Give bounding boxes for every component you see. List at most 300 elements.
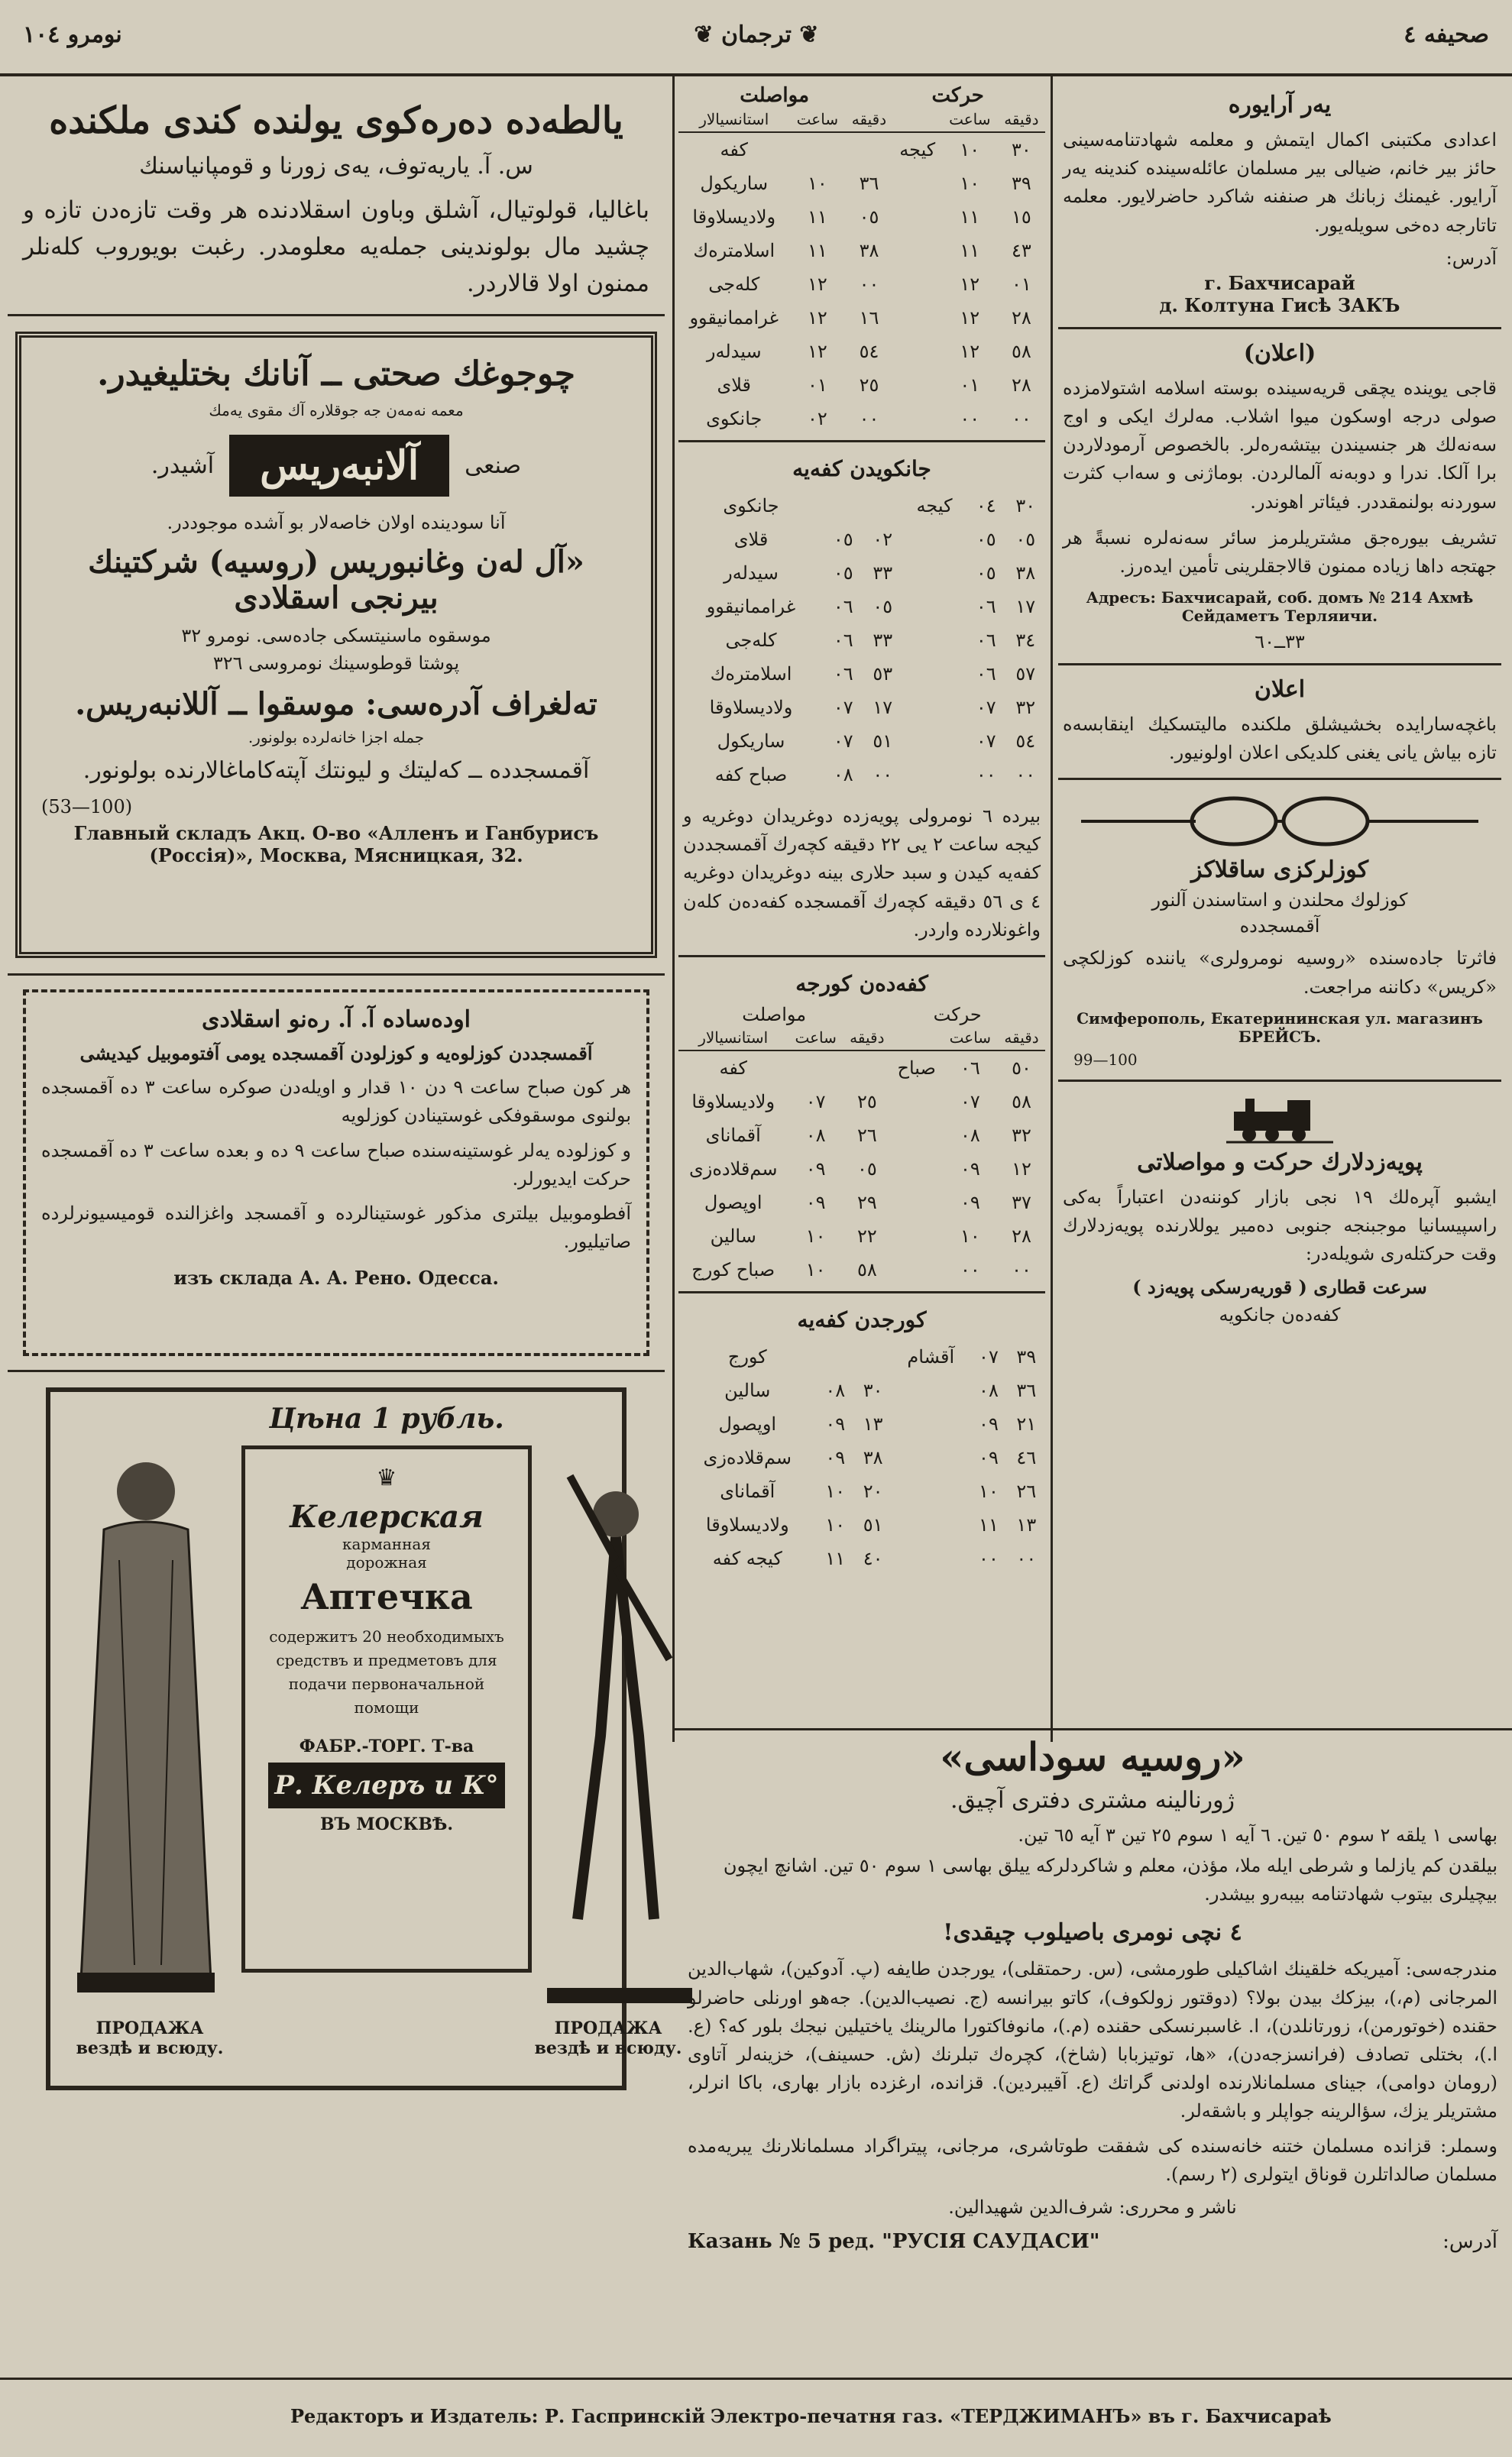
station-cell: كفه: [719, 1057, 747, 1079]
timetable-3: [678, 1025, 1045, 1287]
ad2-company: «آل لەن وغانبوريس (روسيه) شركتينك بيرنجى اسقلادى: [88, 544, 584, 617]
ilan1-text2: تشريف بيورەجق مشتريلرمز سائر سەنەلره نسبةً هر جهتجه داها زياده ممنون قالاجقلرينى تأمين ايدەرز.: [1063, 526, 1497, 577]
time-cell: ٠٦: [960, 1057, 980, 1079]
divider: [678, 955, 1045, 957]
time-cell: ١٠: [825, 1480, 846, 1502]
time-cell: ١٠: [960, 173, 980, 194]
time-cell: [902, 691, 966, 724]
time-cell: [902, 657, 966, 691]
time-cell: ٠٧: [960, 1090, 980, 1112]
ad4-desc: содержитъ 20 необходимыхъ средствъ и предметовъ для подачи первоначальной помощи: [269, 1627, 504, 1717]
time-cell: ٥٧: [1015, 663, 1036, 685]
time-cell: ٣٣: [873, 630, 893, 651]
time-cell: [863, 489, 903, 523]
time-cell: ٥٨: [1012, 1090, 1031, 1112]
train-sub: سرعت قطارى ( قوريەرسكى پويەزد ): [1132, 1276, 1427, 1299]
header-rule: [0, 73, 1512, 76]
rs-price2: بيلقدن كم يازلما و شرطى ايله ملا، مؤذن، معلم و شاكردلركه ييلق بهاسى ١ سوم ٥٠ تين. اشانچ ايچون بيچيلرى بيتوب شهادتنامه بيبەرو بيشدر.: [723, 1855, 1497, 1905]
glasses-code: 99—100: [1073, 1050, 1138, 1069]
time-cell: [902, 623, 966, 657]
time-cell: ٠٠: [1011, 408, 1031, 429]
timetable-3-title: كفەدەن كورجه: [795, 970, 928, 996]
right-column: [1058, 84, 1501, 1326]
divider: [678, 440, 1045, 442]
timetable-2: [678, 489, 1045, 791]
time-cell: ٥٨: [1011, 341, 1031, 362]
time-cell: ١٠: [805, 1258, 826, 1280]
time-cell: ٠٠: [859, 408, 879, 429]
ad1-owner: س. آ. ياريەتوف، يەى زورنا و قومپانياسنك: [139, 153, 533, 180]
time-cell: ٠٠: [1012, 1258, 1031, 1280]
time-cell: ٢٨: [1012, 1225, 1031, 1247]
time-cell: ٠٥: [873, 596, 893, 617]
table-row: [678, 200, 1045, 234]
time-cell: ٠٥: [856, 1157, 877, 1180]
station-cell: ولاديسلاوقا: [709, 697, 793, 718]
table-row: [678, 489, 1045, 523]
time-cell: [789, 132, 845, 167]
time-cell: [892, 1475, 970, 1508]
time-cell: [902, 556, 966, 590]
time-cell: ٣٨: [863, 1446, 883, 1468]
wanted-address-ru-1: г. Бахчисарай: [1204, 271, 1355, 294]
table-row: [678, 691, 1045, 724]
glasses-text: فاثرتا جادەسنده «روسيه نومرولرى» يانندە كوزلكچى «كريس» دكاننه مراجعت.: [1063, 947, 1497, 998]
time-cell: [854, 1340, 892, 1374]
divider: [8, 314, 665, 316]
time-cell: [892, 1441, 970, 1475]
time-cell: ٠٦: [976, 663, 996, 685]
time-cell: ٠٥: [859, 206, 879, 228]
col-minute: دقيقه: [843, 1025, 891, 1050]
time-cell: [891, 1085, 943, 1118]
time-cell: [843, 1050, 891, 1085]
time-cell: ٠٩: [825, 1446, 846, 1468]
time-cell: ١٠: [805, 1225, 826, 1247]
wanted-title: يەر آرايورە: [1228, 92, 1332, 118]
station-cell: صباح كفه: [714, 764, 788, 785]
time-cell: ٠١: [1011, 274, 1031, 295]
table-row: [678, 1407, 1045, 1441]
left-column: [8, 84, 682, 2106]
time-cell: ٠٥: [833, 529, 853, 550]
station-cell: سالين: [710, 1225, 756, 1247]
footer-printer: Электро-печатня газ. «ТЕРДЖИМАНЪ» въ г. Бахчисараѣ: [711, 2405, 1332, 2427]
station-cell: قلاى: [717, 374, 752, 396]
pharmacy-box: [241, 1445, 532, 1973]
time-cell: ٠٠: [976, 764, 996, 785]
station-cell: جانكوى: [723, 495, 779, 516]
ornament-left-icon: ❦: [791, 21, 819, 48]
time-cell: كيجه: [916, 495, 953, 516]
ad4-maker3: ВЪ МОСКВѢ.: [320, 1814, 453, 1835]
rs-address-label: آدرس:: [1442, 2229, 1497, 2253]
time-cell: ٢٥: [856, 1090, 877, 1112]
rs-title: «روسيه سوداسى»: [940, 1734, 1245, 1779]
station-cell: ولاديسلاوقا: [691, 1090, 775, 1112]
time-cell: ٠٩: [979, 1446, 999, 1468]
time-cell: كيجه: [899, 139, 936, 160]
time-cell: ٥٨: [856, 1258, 877, 1280]
ad2-addr2: پوشتا قوطوسينك نومروسى ٣٢٦: [212, 652, 460, 675]
time-cell: [817, 1340, 854, 1374]
time-cell: ٣٩: [1011, 173, 1031, 194]
table-row: [678, 590, 1045, 623]
time-cell: ١٣: [863, 1413, 883, 1435]
time-cell: ١٥: [1011, 206, 1031, 228]
time-cell: ١١: [979, 1513, 999, 1536]
column-rule-right: [1051, 76, 1053, 1742]
time-cell: ٠٠: [979, 1547, 999, 1569]
col-hour: ساعت: [788, 1025, 843, 1050]
col-note: [891, 1025, 943, 1050]
ilan1-address: Адресъ: Бахчисарай, соб. домъ № 214 Ахмѣ Сейдаметъ Терляичи.: [1086, 588, 1474, 626]
table-row: [678, 1508, 1045, 1542]
table-row: [678, 167, 1045, 200]
time-cell: ٣٦: [1016, 1379, 1037, 1401]
station-cell: صباح كورج: [691, 1258, 775, 1280]
time-cell: [892, 1508, 970, 1542]
ad2-brand-row: [41, 435, 631, 497]
divider: [1058, 663, 1501, 665]
ad4-brand3: дорожная: [346, 1553, 427, 1572]
station-cell: اوپصول: [718, 1413, 777, 1435]
time-cell: ٥٠: [1012, 1057, 1031, 1079]
time-cell: ١١: [825, 1547, 846, 1569]
paper-name: [626, 21, 886, 75]
col-minute: دقيقه: [998, 1025, 1045, 1050]
time-cell: ٤٠: [863, 1547, 883, 1569]
station-cell: كلەجى: [725, 630, 777, 651]
time-cell: ٣٤: [1015, 630, 1036, 651]
table-row: [678, 301, 1045, 335]
rs-contents: مندرجەسى: آميريكه خلقينك اشاكيلى طورمشى، (س. رحمتقلى)، يورجدن طايفه (پ. آدوكين)، شهاب‌الدين المرجانى (م،)، بيزكك بيدن بولا؟ (دوقتور زولكوف)، كاتو بيرانسه (ج. نصيب‌الدين). جەهو اورنلى حاضرلو حقنده (خوتورمن)، زورتانلدن)، ا. غاسبرنسكى حقنده (م.)، مانوفاكتورا مالرينك ياختيلين نيجك بلور كه؟ (ع. ا.)، بختلى تصادف (فرانسزجەدن)، «ها، توتيزبابا (شاخ)، كچرەك تبلرنك (ش. حسينف)، خزينەلر آتاوى (رومان دوامى)، جيناى مسلمانلارنده اولدنى گراتك (ع. آقيبردين). قزاندە، ارغزده بازار بهارى، باكا انرلر، مشتريلر يزك، سؤالرينه جواپلر و باشقەلر.: [688, 1958, 1497, 2122]
glasses-line2: آقمسجدده: [1239, 915, 1320, 937]
station-cell: آقماناى: [720, 1480, 775, 1502]
time-cell: [893, 234, 942, 267]
time-cell: ٣٠: [863, 1379, 883, 1401]
footer-editor: Редакторъ и Издатель: Р. Гаспринскій: [290, 2405, 705, 2427]
train-text: ايشبو آپرەلك ١٩ نجى بازار كوننەدن اعتباراً بەكى راسپيسانيا موجبنجه جنوبى دەمير يوللارنده پويەزدلارك وقت حركتلەرى شويلەدر:: [1063, 1186, 1497, 1265]
time-cell: ٣٢: [1012, 1124, 1031, 1146]
table-row: [678, 1475, 1045, 1508]
time-cell: [845, 132, 892, 167]
time-cell: [788, 1050, 843, 1085]
col-minute: دقيقه: [998, 107, 1045, 132]
timetable-4-title: كورجدن كفەيه: [797, 1306, 927, 1332]
ornament-right-icon: ❦: [694, 21, 722, 48]
table-row: [678, 1085, 1045, 1118]
ilan1-text: قاجى يوينده يچقى قريەسينده بوستە اسلامە اشتولامزده صولى درجه اوسكون ميوا اشلاب. مەلرك ايكى و اوج سەنەلك هر جنسيندن بيتشەرەلر. بالخصوص آرمودلاردن برا آلكا. ندرا و دوبەنە آلمالردن. بوماژنى و سەاب كثرت سوردنه بولنمقددر. فيئاتر اهوندر.: [1063, 377, 1497, 513]
time-cell: ٠٧: [805, 1090, 826, 1112]
col-station: استانسيالار: [678, 107, 789, 132]
ad4-maker2: Р. Келеръ и К°: [268, 1763, 505, 1808]
ilan2-title: اعلان: [1254, 676, 1306, 704]
timetable-heading: [678, 84, 1045, 107]
time-cell: [902, 590, 966, 623]
ad4-brand4: Аптечка: [300, 1576, 473, 1618]
time-cell: ١٢: [960, 307, 980, 329]
time-cell: ٠٠: [960, 408, 980, 429]
station-cell: كلەجى: [708, 274, 760, 295]
time-cell: ٢٥: [859, 374, 879, 396]
time-cell: ٠٧: [976, 697, 996, 718]
time-cell: ١٢: [808, 307, 827, 329]
time-cell: ٢١: [1016, 1413, 1037, 1435]
time-cell: ٥١: [863, 1513, 883, 1536]
station-cell: اسلامترەك: [710, 663, 792, 685]
time-cell: ١١: [960, 240, 980, 261]
time-cell: ٠٩: [979, 1413, 999, 1435]
ad4-sale-left: ПРОДАЖА вездѣ и всюду.: [76, 2018, 224, 2059]
timetable-2-title: جانكويدن كفەيە: [792, 456, 931, 481]
time-cell: ٠١: [808, 374, 827, 396]
table-row: [678, 1186, 1045, 1219]
time-cell: ٢٨: [1011, 307, 1031, 329]
time-cell: [893, 402, 942, 435]
rs-contents2: وسملر: قزانده مسلمان ختنه خانەسندە كى شفقت طوتاشرى، مرجانى، پيتراگراد مسلمانلارنك يبريەمده مسلمان صالداتلرن قوناق ايتولرى (٢ رسم).: [688, 2135, 1497, 2185]
time-cell: [891, 1186, 943, 1219]
mercury-figure-icon: [547, 1461, 692, 2011]
movement-heading: حركت: [933, 1003, 982, 1025]
time-cell: ٢٠: [863, 1480, 883, 1502]
rs-price: بهاسى ١ يلقه ٢ سوم ٥٠ تين. ٦ آيه ١ سوم ٢٥ تين ٣ آيه ٦٥ تين.: [1018, 1824, 1497, 1846]
divider: [1058, 1080, 1501, 1082]
ad2-sold: آقمسجدده ــ كەليتك و ليونتك آپتەكاماغالارنده بولونور.: [83, 757, 590, 785]
time-cell: [891, 1219, 943, 1253]
rs-address-row: [688, 2230, 1497, 2253]
time-cell: ٠٢: [873, 529, 893, 550]
ad4-maker1: ФАБР.-ТОРГ. Т-ва: [299, 1737, 474, 1757]
table-row: [678, 758, 1045, 791]
time-cell: [824, 489, 863, 523]
ad2-addr1: موسقوە ماسنيتسكى جادەسى. نومرو ٣٢: [181, 625, 491, 647]
ad3-frame: [23, 989, 649, 1356]
robed-figure-icon: [66, 1445, 226, 1996]
time-cell: [902, 523, 966, 556]
ad2-frame: [15, 332, 657, 958]
time-cell: [892, 1407, 970, 1441]
time-cell: ١٢: [1012, 1157, 1031, 1180]
station-cell: سيدلەر: [706, 341, 762, 362]
timetable-1: [678, 107, 1045, 435]
rs-issue: ٤ نچى نومرى باصيلوب چيقدى!: [943, 1919, 1242, 1947]
time-cell: ٥٣: [873, 663, 893, 685]
ad2-tel: تەلغراف آدرەسى: موسقوا ــ آللانبەريس.: [75, 686, 597, 723]
time-cell: ٣٧: [1012, 1191, 1031, 1213]
table-row: [678, 657, 1045, 691]
time-cell: ٥٤: [859, 341, 879, 362]
glasses-line1: كوزلوك محلندن و استاسندن آلنور: [1151, 889, 1408, 911]
time-cell: ٠٨: [833, 764, 853, 785]
table-row: [678, 623, 1045, 657]
time-cell: صباح: [897, 1057, 936, 1079]
divider: [8, 973, 665, 976]
station-cell: اوپصول: [704, 1191, 762, 1213]
time-cell: ٣٠: [1015, 495, 1036, 516]
time-cell: ٠٠: [1016, 1547, 1037, 1569]
divider: [1058, 778, 1501, 780]
time-cell: ١٧: [873, 697, 893, 718]
ad2-brand-before: صنعى: [465, 452, 522, 480]
time-cell: ٢٢: [856, 1225, 877, 1247]
time-cell: ١٠: [960, 139, 980, 160]
footer-rule: [0, 2378, 1512, 2380]
time-cell: ٠٤: [976, 495, 996, 516]
station-cell: سالين: [724, 1379, 771, 1401]
time-cell: ٣٢: [1015, 697, 1036, 718]
eyeglasses-icon: [1066, 791, 1494, 852]
divider: [672, 1728, 1512, 1730]
time-cell: ٣٦: [859, 173, 879, 194]
time-cell: [891, 1152, 943, 1186]
time-cell: ٠٥: [976, 529, 996, 550]
time-cell: ١٢: [960, 341, 980, 362]
time-cell: ١٢: [960, 274, 980, 295]
station-cell: ساريكول: [700, 173, 769, 194]
ad4-brand2: карманная: [342, 1535, 431, 1554]
divider: [1058, 327, 1501, 329]
time-cell: ٤٦: [1016, 1446, 1037, 1468]
time-cell: آقشام: [907, 1345, 955, 1368]
table-row: [678, 1374, 1045, 1407]
time-cell: ١٠: [808, 173, 827, 194]
time-cell: ٢٦: [856, 1124, 877, 1146]
ad3-title: اودەساده آ. آ. رەنو اسقلادى: [201, 1006, 471, 1034]
time-cell: [892, 1542, 970, 1575]
station-cell: ولاديسلاوقا: [705, 1513, 789, 1536]
ad3-ru: изъ склада А. А. Рено. Одесса.: [173, 1267, 499, 1290]
time-cell: [893, 335, 942, 368]
time-cell: ٠٨: [805, 1124, 826, 1146]
time-cell: [892, 1374, 970, 1407]
table-row: [678, 1152, 1045, 1186]
page-number: صحيفه ٤: [1404, 21, 1489, 48]
table-row: [678, 335, 1045, 368]
locomotive-icon: [1226, 1093, 1333, 1146]
wanted-address-ru-2: д. Колтуна Гисѣ ЗАКЪ: [1159, 293, 1400, 316]
ad2-tel2: جمله اجزا خانەلرده بولونور.: [248, 728, 425, 747]
time-cell: ٠٦: [833, 630, 853, 651]
station-cell: سم‌قلادەزى: [703, 1446, 792, 1468]
time-cell: ٠٦: [976, 596, 996, 617]
movement-heading: حركت: [931, 84, 984, 107]
time-cell: ٥٤: [1015, 730, 1036, 752]
timetable-note: بيرده ٦ نومرولى پويەزده دوغريدان دوغريه و كيجه ساعت ٢ يى ٢٢ دقيقه كچەرك آقمسجددن كفەيه كيدن و سبد حلارى بينه دوغريدان دوغريه ٤ ى ٥٦ دقيقه كچەرك آقمسجده كفەدەن كلەن واغونلارده واردر.: [683, 805, 1041, 940]
time-cell: ٠٥: [1015, 529, 1036, 550]
ad2-line: آنا سوديندە اولان خاصەلار بو آشده موجوددر.: [167, 512, 506, 534]
time-cell: ٣٨: [1015, 562, 1036, 584]
ilan1-title: (اعلان): [1243, 339, 1316, 367]
ad3-text4: آفطوموبيل بيلترى مذكور غوستينالرده و آقمسجد واغزالنده قوميسيونرلرده صاتيليور.: [41, 1202, 631, 1253]
ad4-price: Цѣна 1 рубль.: [269, 1403, 504, 1436]
wanted-text: اعدادى مكتبنى اكمال ايتمش و معلمه شهادتنامەسينى حائز بير خانم، ضيالى بير مسلمان عائلەسينده كندينه يەر آرايور. غيمنك زبانك هر صنفنە شاكرد حاضرلايور. معلمه تاتارجه دەخى سويلەيور.: [1063, 129, 1497, 236]
time-cell: ١١: [960, 206, 980, 228]
ad4-sale-right: ПРОДАЖА вездѣ и всюду.: [534, 2018, 682, 2059]
table-row: [678, 402, 1045, 435]
time-cell: [893, 301, 942, 335]
time-cell: [893, 200, 942, 234]
time-cell: ٠٠: [960, 1258, 980, 1280]
time-cell: ٠٦: [976, 630, 996, 651]
timetable-4: [678, 1340, 1045, 1575]
station-cell: سيدلەر: [724, 562, 779, 584]
wanted-address-label: آدرس:: [1446, 247, 1497, 269]
footer: [0, 2399, 1512, 2445]
table-row: [678, 1253, 1045, 1287]
time-cell: ١١: [808, 206, 827, 228]
glasses-title: كوزلركزى ساقلاكز: [1190, 856, 1369, 884]
station-cell: اسلامترەك: [693, 240, 775, 261]
time-cell: ٠٧: [979, 1345, 999, 1368]
time-cell: ٢٦: [1016, 1480, 1037, 1502]
station-cell: ساريكول: [717, 730, 785, 752]
time-cell: ٣٣: [873, 562, 893, 584]
divider: [678, 1291, 1045, 1293]
time-cell: ١٠: [979, 1480, 999, 1502]
ad2-brand-after: آشيدر.: [151, 452, 215, 480]
time-cell: ٢٩: [856, 1191, 877, 1213]
table-row: [678, 523, 1045, 556]
time-cell: ١٢: [808, 274, 827, 295]
time-cell: [902, 724, 966, 758]
time-cell: [893, 368, 942, 402]
time-cell: [893, 167, 942, 200]
arrival-heading: مواصلت: [742, 1003, 807, 1025]
ad2-title: چوجوغك صحتى ــ آنانك بختليغيدر.: [97, 354, 575, 394]
time-cell: ٠١: [960, 374, 980, 396]
table-row: [678, 368, 1045, 402]
time-cell: ٠٥: [833, 562, 853, 584]
russia-sudasi-ad: [688, 1734, 1497, 2253]
station-cell: كفه: [720, 139, 748, 160]
station-cell: جانكوى: [706, 408, 762, 429]
time-cell: ٠٠: [1015, 764, 1036, 785]
ad2-sub: معمه نەمەن جه جوقلارە آك مقوى يەمك: [209, 401, 464, 420]
ad1-title: يالطەده دەرەكوى يولنده كندى ملكنده: [49, 99, 623, 142]
rs-publisher: ناشر و محررى: شرف‌الدين شهيدالين.: [948, 2196, 1237, 2218]
time-cell: ٥١: [873, 730, 893, 752]
time-cell: ٠٠: [873, 764, 893, 785]
rs-address-ru: Казань № 5 ред. "РУСІЯ САУДАСИ": [688, 2229, 1100, 2253]
ad3-text2: هر كون صباح ساعت ٩ دن ١٠ قدار و اويلەدن صوكره ساعت ٣ ده آقمسجده بولنوى موسقوفكى غوستينادن كوزلويه: [41, 1076, 631, 1127]
ad2-brand: آلانبەريس: [229, 435, 449, 497]
time-cell: [893, 267, 942, 301]
time-cell: ٣٠: [1011, 139, 1031, 160]
station-cell: كورج: [727, 1345, 767, 1368]
table-row: [678, 556, 1045, 590]
table-row: [678, 132, 1045, 167]
time-cell: ١٣: [1016, 1513, 1037, 1536]
table-row: [678, 724, 1045, 758]
time-cell: ٠٥: [976, 562, 996, 584]
time-cell: ٠٨: [825, 1379, 846, 1401]
table-row: [678, 267, 1045, 301]
time-cell: ٠٨: [979, 1379, 999, 1401]
station-cell: غراممانيقوو: [706, 596, 796, 617]
time-cell: ٠٩: [825, 1413, 846, 1435]
ad4-frame: [46, 1387, 682, 2090]
time-cell: ١٧: [1015, 596, 1036, 617]
time-cell: ٤٣: [1011, 240, 1031, 261]
station-cell: آقماناى: [705, 1124, 761, 1146]
table-row: [678, 1340, 1045, 1374]
time-cell: [902, 758, 966, 791]
time-cell: ٠٩: [960, 1191, 980, 1213]
time-cell: ١٢: [808, 341, 827, 362]
ad2-ru: Главный складъ Акц. О-во «Алленъ и Ганбурисъ (Россія)», Москва, Мясницкая, 32.: [73, 822, 599, 867]
time-cell: ١٦: [859, 307, 879, 329]
